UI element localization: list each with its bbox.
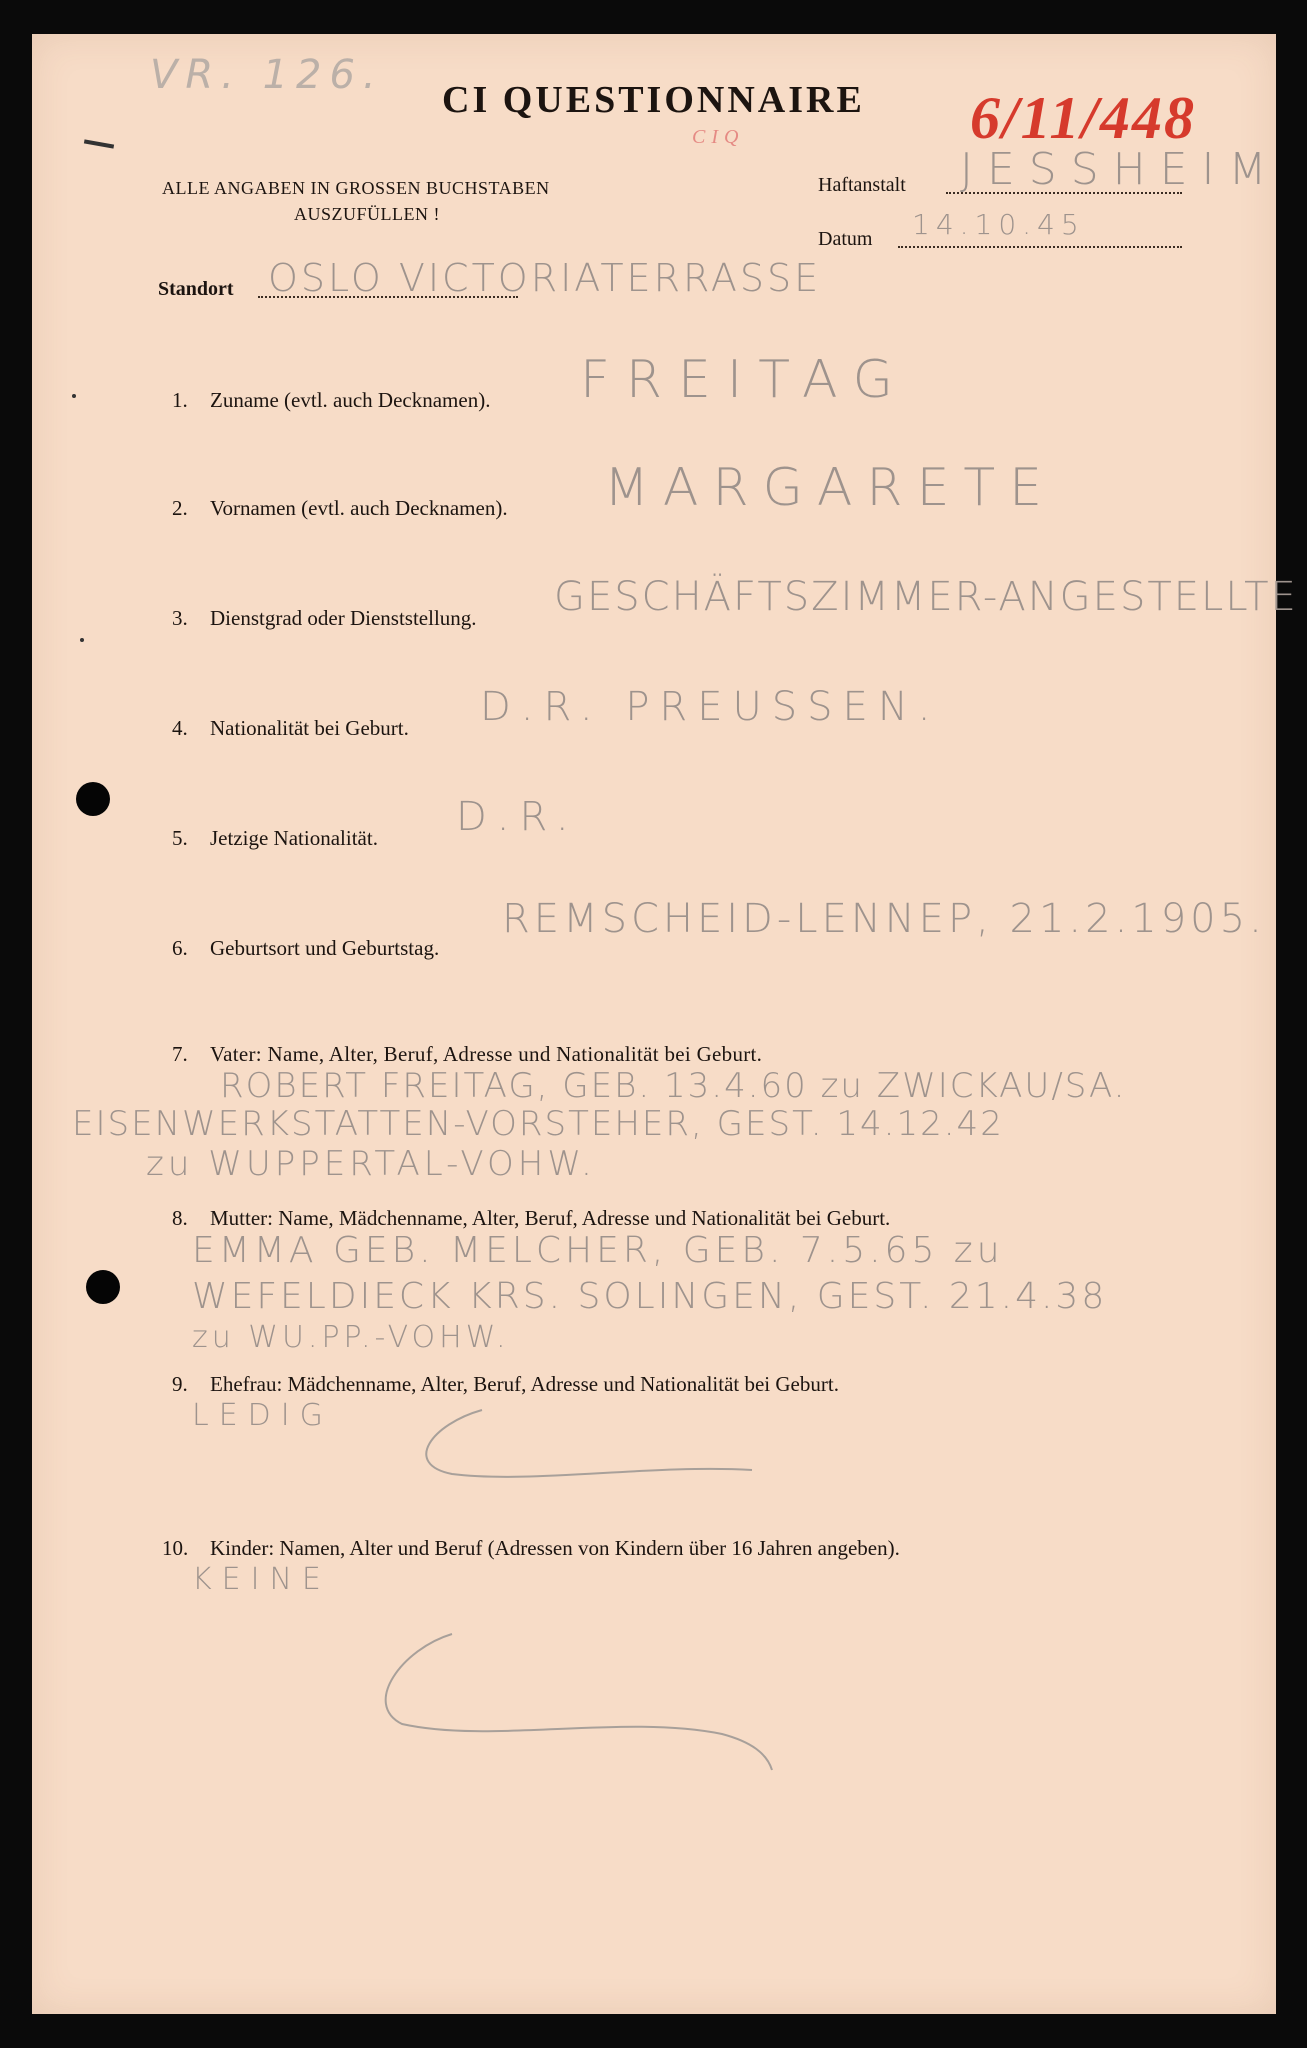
- question-6-number: 6.: [172, 936, 188, 960]
- question-1-number: 1.: [172, 388, 188, 412]
- haftanstalt-label: Haftanstalt: [818, 174, 906, 196]
- haftanstalt-value: JESSHEIM: [960, 144, 1281, 195]
- question-8-number: 8.: [172, 1206, 188, 1230]
- question-1-label: Zuname (evtl. auch Decknamen).: [210, 388, 491, 412]
- datum-underline: [898, 246, 1182, 248]
- question-4-answer: D.R. PREUSSEN.: [480, 684, 941, 730]
- question-3-number: 3.: [172, 606, 188, 630]
- question-9-label: Ehefrau: Mädchenname, Alter, Beruf, Adresse und Nationalität bei Geburt.: [210, 1372, 839, 1396]
- questionnaire-sheet: [32, 34, 1298, 2014]
- question-9-answer: LEDIG: [192, 1398, 333, 1433]
- question-8-answer-line-3: zu WU.PP.-VOHW.: [192, 1320, 510, 1355]
- standort-label: Standort: [158, 278, 234, 300]
- question-2-answer: MARGARETE: [604, 458, 1057, 518]
- standort-value: OSLO VICTORIATERRASSE: [268, 256, 822, 300]
- question-2-label: Vornamen (evtl. auch Decknamen).: [210, 496, 508, 520]
- question-7-answer-line-1: ROBERT FREITAG, GEB. 13.4.60 zu ZWICKAU/SA.: [220, 1066, 1127, 1106]
- question-3-label: Dienstgrad oder Dienststellung.: [210, 606, 477, 630]
- punch-hole-lower: [86, 1270, 120, 1304]
- question-1-answer: FREITAG: [580, 350, 909, 410]
- question-7-answer-line-2: EISENWERKSTATTEN-VORSTEHER, GEST. 14.12.42: [72, 1104, 1004, 1144]
- question-5-label: Jetzige Nationalität.: [210, 826, 378, 850]
- question-6-label: Geburtsort und Geburtstag.: [210, 936, 440, 960]
- question-4-label: Nationalität bei Geburt.: [210, 716, 409, 740]
- question-10-label: Kinder: Namen, Alter und Beruf (Adressen von Kindern über 16 Jahren angeben).: [210, 1536, 900, 1560]
- question-7-label: Vater: Name, Alter, Beruf, Adresse und Nationalität bei Geburt.: [210, 1042, 763, 1066]
- question-3-answer: GESCHÄFTSZIMMER-ANGESTELLTE: [554, 574, 1298, 620]
- question-10-strike-scribble: [362, 1624, 792, 1774]
- question-2-number: 2.: [172, 496, 188, 520]
- top-left-note: VR. 126.: [150, 52, 384, 98]
- punch-hole-upper: [76, 782, 110, 816]
- question-8-answer-line-1: EMMA GEB. MELCHER, GEB. 7.5.65 zu: [192, 1230, 1004, 1271]
- question-5-answer: D.R.: [456, 794, 579, 840]
- question-8-label: Mutter: Name, Mädchenname, Alter, Beruf, Adresse und Nationalität bei Geburt.: [210, 1206, 891, 1230]
- page-title: CI QUESTIONNAIRE: [442, 79, 865, 121]
- question-10-answer: KEINE: [192, 1562, 331, 1597]
- question-7-number: 7.: [172, 1042, 188, 1066]
- stray-dot: [72, 394, 76, 398]
- question-9-number: 9.: [172, 1372, 188, 1396]
- red-small-mark: CIQ: [692, 126, 745, 148]
- question-5-number: 5.: [172, 826, 188, 850]
- question-9-strike-scribble: [412, 1404, 772, 1494]
- instruction-line-1: ALLE ANGABEN IN GROSSEN BUCHSTABEN: [162, 178, 550, 198]
- question-8-answer-line-2: WEFELDIECK KRS. SOLINGEN, GEST. 21.4.38: [192, 1276, 1108, 1317]
- question-7-answer-line-3: zu WUPPERTAL-VOHW.: [146, 1144, 596, 1184]
- question-6-answer: REMSCHEID-LENNEP, 21.2.1905.: [502, 896, 1266, 942]
- margin-dash-mark: [84, 139, 114, 148]
- stray-dot: [80, 638, 84, 642]
- red-stamp-code: 6/11/448: [970, 85, 1197, 151]
- datum-value: 14.10.45: [912, 208, 1085, 241]
- question-10-number: 10.: [162, 1536, 189, 1560]
- question-4-number: 4.: [172, 716, 188, 740]
- instruction-line-2: AUSZUFÜLLEN !: [294, 204, 440, 224]
- datum-label: Datum: [818, 228, 873, 250]
